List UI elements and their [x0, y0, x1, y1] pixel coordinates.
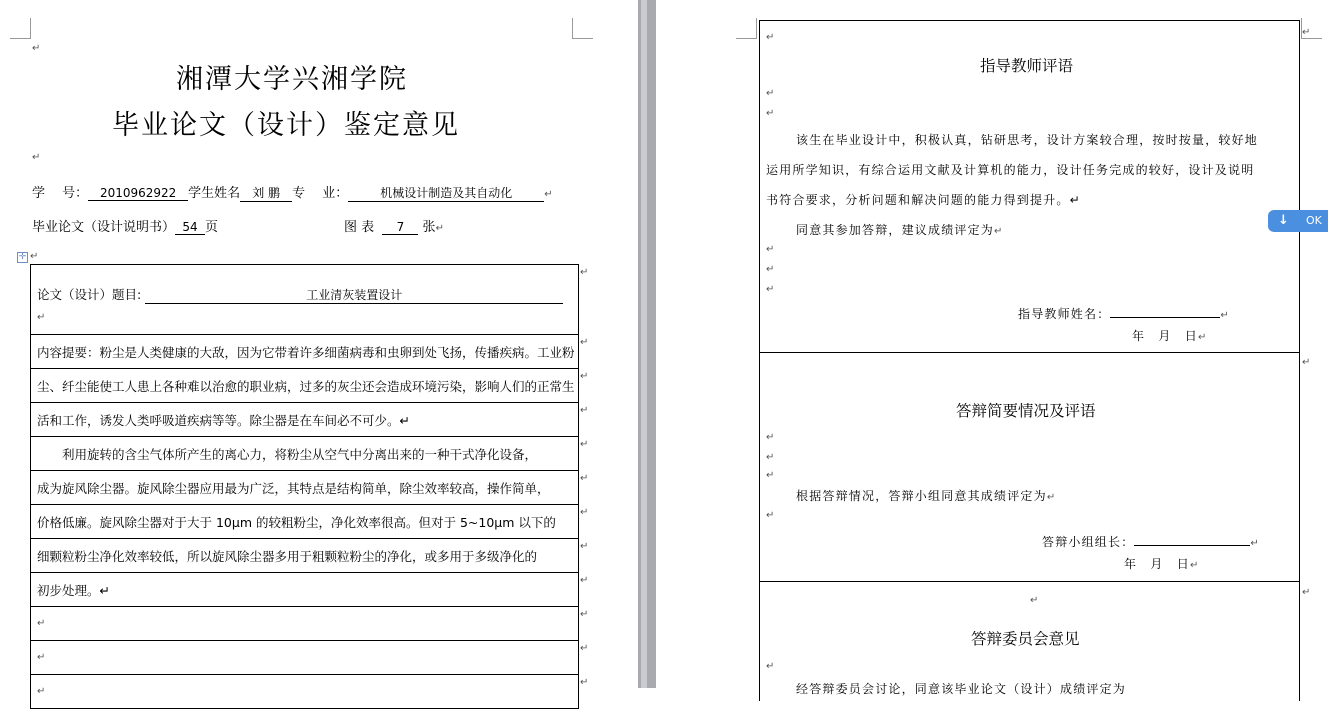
abstract-line[interactable]: 内容提要：粉尘是人类健康的大敌，因为它带着许多细菌病毒和虫卵到处飞扬，传播疾病。工业粉 — [31, 335, 579, 369]
paragraph-mark: ↵ — [1030, 595, 1039, 606]
paragraph-mark: ↵ — [766, 432, 775, 443]
abstract-line[interactable]: 成为旋风除尘器。旋风除尘器应用最为广泛，其特点是结构简单，除尘效率较高，操作简单， — [31, 471, 579, 505]
defense-leader-label: 答辩小组组长： — [1042, 535, 1135, 549]
abstract-line[interactable]: ↵ — [31, 607, 579, 641]
paragraph-mark: ↵ — [766, 244, 775, 255]
abstract-line[interactable]: 尘、纤尘能使工人患上各种难以治愈的职业病，过多的灰尘还会造成环境污染，影响人们的正常生 — [31, 369, 579, 403]
row-end-mark: ↵ — [580, 609, 589, 620]
table-move-handle-icon[interactable]: ✛ — [18, 252, 27, 262]
figures-label: 图 表 — [344, 220, 375, 235]
margin-corner-marker — [572, 18, 593, 39]
pages-unit: 页 — [205, 220, 219, 235]
paragraph-mark: ↵ — [766, 264, 775, 275]
row-end-mark: ↵ — [1302, 357, 1311, 368]
student-info-row — [32, 182, 553, 202]
row-end-mark: ↵ — [580, 405, 589, 416]
row-end-mark: ↵ — [580, 677, 589, 688]
student-id-value: 2010962922 — [88, 186, 188, 201]
row-end-mark: ↵ — [580, 541, 589, 552]
row-end-mark: ↵ — [1302, 587, 1311, 598]
committee-opinion-box — [759, 581, 1300, 701]
committee-text: 经答辩委员会讨论，同意该毕业论文（设计）成绩评定为 — [796, 682, 1127, 696]
advisor-grade-line: 同意其参加答辩，建议成绩评定为↵ — [796, 223, 1004, 237]
student-name-value: 刘 鹏 — [240, 184, 292, 202]
topic-value: 工业清灰装置设计 — [145, 286, 563, 304]
floating-status-badge[interactable] — [1268, 210, 1328, 232]
advisor-comment-line: 书符合要求，分析问题和解决问题的能力得到提升。↵ — [766, 193, 1081, 207]
paragraph-mark: ↵ — [766, 108, 775, 119]
row-end-mark: ↵ — [580, 267, 589, 278]
paragraph-mark: ↵ — [766, 510, 775, 521]
advisor-date: 年 月 日↵ — [1132, 329, 1208, 343]
figures-count-value: 7 — [382, 220, 418, 235]
paragraph-mark: ↵ — [435, 223, 444, 234]
document-title-line2: 毕业论文（设计）鉴定意见 — [112, 110, 460, 141]
student-name-label: 学生姓名 — [188, 186, 241, 201]
topic-label: 论文（设计）题目: — [37, 287, 142, 302]
advisor-comment-line: 运用所学知识，有综合运用文献及计算机的能力，设计任务完成的较好，设计及说明 — [766, 163, 1255, 177]
evaluation-table — [30, 264, 579, 709]
paragraph-mark: ↵ — [32, 43, 41, 54]
major-value: 机械设计制造及其自动化 — [348, 184, 544, 202]
row-end-mark: ↵ — [580, 507, 589, 518]
committee-heading: 答辩委员会意见 — [971, 630, 1080, 648]
row-end-mark: ↵ — [580, 575, 589, 586]
paragraph-mark: ↵ — [766, 452, 775, 463]
defense-text: 根据答辩情况，答辩小组同意其成绩评定为↵ — [796, 489, 1057, 503]
row-end-mark: ↵ — [580, 439, 589, 450]
abstract-line[interactable]: 初步处理。↵ — [31, 573, 579, 607]
defense-leader-field[interactable] — [1134, 531, 1250, 546]
defense-leader-row: 答辩小组组长： ↵ — [1042, 531, 1260, 550]
abstract-line[interactable]: ↵ — [31, 641, 579, 675]
abstract-line[interactable]: ↵ — [31, 675, 579, 709]
advisor-sign-label: 指导教师姓名： — [1018, 307, 1111, 321]
topic-cell[interactable] — [31, 265, 579, 335]
paragraph-mark: ↵ — [37, 312, 46, 323]
paragraph-mark: ↵ — [766, 284, 775, 295]
advisor-heading: 指导教师评语 — [980, 57, 1074, 75]
paragraph-mark: ↵ — [30, 251, 39, 262]
document-page-left — [0, 0, 638, 697]
defense-summary-box — [759, 352, 1300, 582]
abstract-line[interactable]: 利用旋转的含尘气体所产生的离心力，将粉尘从空气中分离出来的一种干式净化设备， — [31, 437, 579, 471]
advisor-comment-box — [759, 20, 1300, 353]
advisor-signature-row: 指导教师姓名： ↵ — [1018, 303, 1230, 322]
paragraph-mark: ↵ — [766, 88, 775, 99]
down-arrow-icon: ↓ — [1278, 213, 1289, 228]
paragraph-mark: ↵ — [32, 152, 41, 163]
student-id-label: 学 号： — [32, 186, 89, 201]
row-end-mark: ↵ — [580, 643, 589, 654]
page-gutter — [638, 0, 656, 688]
row-end-mark: ↵ — [580, 337, 589, 348]
margin-corner-marker — [736, 18, 757, 39]
paragraph-mark: ↵ — [766, 470, 775, 481]
thesis-stats-row — [32, 216, 218, 235]
float-badge-label: OK — [1306, 214, 1322, 227]
defense-date: 年 月 日↵ — [1124, 557, 1200, 571]
paragraph-mark: ↵ — [766, 32, 775, 43]
paragraph-mark: ↵ — [544, 189, 553, 200]
thesis-pages-label: 毕业论文（设计说明书） — [32, 220, 176, 235]
advisor-sign-field[interactable] — [1110, 303, 1220, 318]
row-end-mark: ↵ — [580, 473, 589, 484]
defense-heading: 答辩简要情况及评语 — [956, 402, 1096, 420]
row-end-mark: ↵ — [580, 371, 589, 382]
paragraph-mark: ↵ — [766, 661, 775, 672]
margin-corner-marker — [10, 18, 31, 39]
document-title-line1: 湘潭大学兴湘学院 — [176, 64, 408, 95]
figures-row — [344, 216, 444, 235]
major-label: 专 业： — [292, 186, 349, 201]
row-end-mark: ↵ — [1302, 27, 1311, 38]
advisor-comment-line: 该生在毕业设计中，积极认真，钻研思考，设计方案较合理，按时按量，较好地 — [796, 133, 1259, 147]
abstract-line[interactable]: 细颗粒粉尘净化效率较低，所以旋风除尘器多用于粗颗粒粉尘的净化，或多用于多级净化的 — [31, 539, 579, 573]
abstract-line[interactable]: 活和工作，诱发人类呼吸道疾病等等。除尘器是在车间必不可少。↵ — [31, 403, 579, 437]
figures-unit: 张 — [422, 220, 436, 235]
thesis-pages-value: 54 — [175, 220, 205, 235]
abstract-line[interactable]: 价格低廉。旋风除尘器对于大于 10μm 的较粗粉尘，净化效率很高。但对于 5~10μm 以下的 — [31, 505, 579, 539]
